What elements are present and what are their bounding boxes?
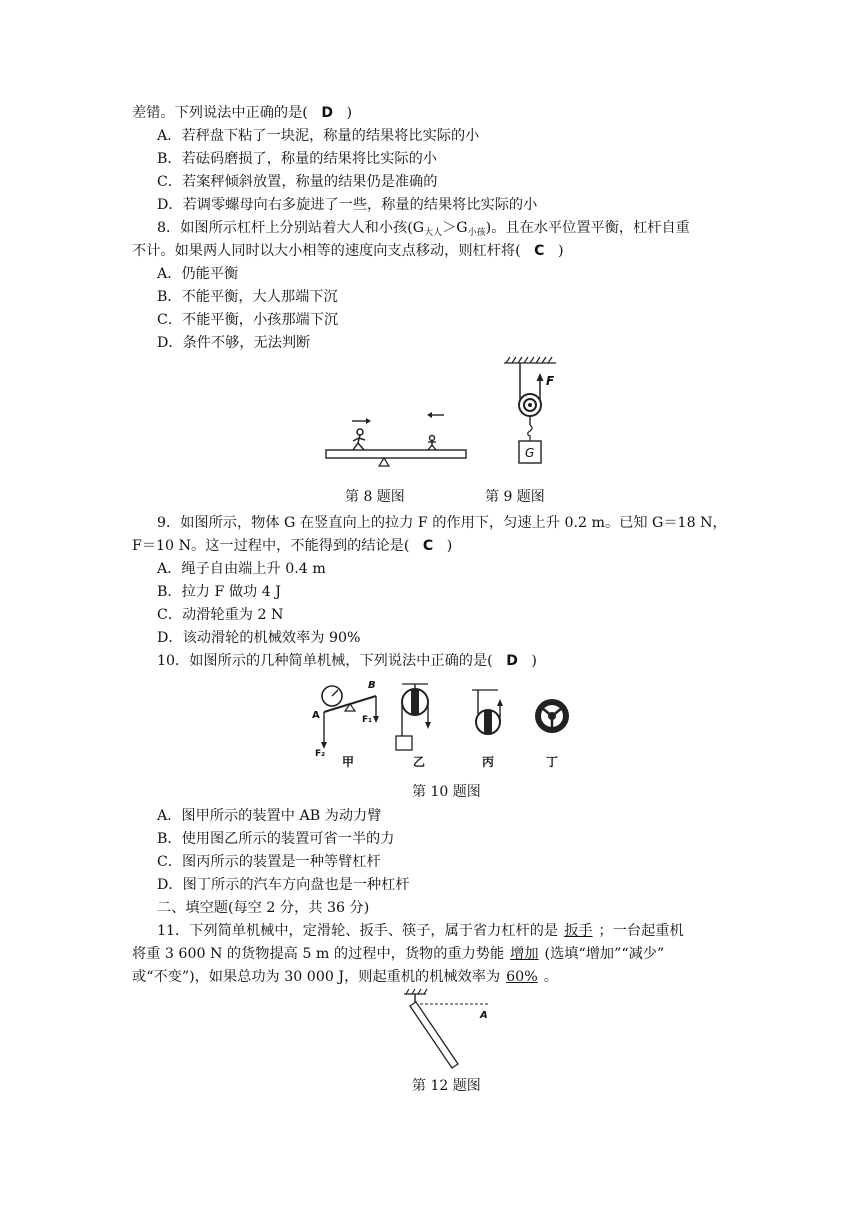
weight-block (396, 736, 412, 750)
machine-yi (396, 684, 431, 750)
q10-line1-text: 10．如图所示的几种简单机械，下列说法中正确的是( (157, 653, 493, 669)
label-yi: 乙 (413, 755, 426, 769)
machine-bing (472, 690, 503, 734)
figure-12-rod (400, 988, 500, 1070)
q10-option-d: D．图丁所示的汽车方向盘也是一种杠杆 (157, 877, 410, 893)
q11-blank-2: 增加 (510, 946, 539, 962)
figure-10-caption: 第 10 题图 (412, 784, 481, 800)
q9-option-b: B．拉力 F 做功 4 J (157, 584, 281, 600)
q11-l1-b: ；一台起重机 (598, 923, 684, 939)
q11-blank-1: 扳手 (564, 923, 593, 939)
adult-figure (353, 429, 365, 450)
q8-answer: C (534, 243, 545, 259)
q9-line2-text: F＝10 N。这一过程中，不能得到的结论是( (132, 538, 410, 554)
section-2-heading: 二、填空题(每空 2 分，共 36 分) (157, 900, 370, 916)
q11-l3-a: 或“不变”)，如果总功为 30 000 J，则起重机的机械效率为 (132, 969, 501, 985)
lever-plank (326, 450, 466, 458)
q8-text-b: )。且在水平位置平衡，杠杆自重 (485, 220, 690, 236)
fulcrum (379, 458, 389, 466)
q8-text-a: 8．如图所示杠杆上分别站着大人和小孩(G (157, 220, 425, 236)
arrow-left-icon (427, 412, 444, 418)
q8-line1 (157, 218, 690, 243)
q7-option-d: D．若调零螺母向右多旋进了一些，称量的结果将比实际的小 (157, 197, 538, 213)
q9-line2 (132, 536, 452, 556)
ceiling-hatch (504, 357, 556, 363)
q9-answer: C (422, 538, 434, 554)
figure-8-seesaw (322, 410, 472, 472)
q9-option-d: D．该动滑轮的机械效率为 90% (157, 630, 361, 646)
q9-close: ) (446, 538, 453, 554)
q11-line1 (157, 921, 684, 941)
q8-line2-text: 不计。如果两人同时以大小相等的速度向支点移动，则杠杆将( (132, 243, 521, 259)
force-arrow-icon (537, 373, 544, 381)
point-a-label: A (480, 1010, 488, 1021)
f2-label: F₂ (315, 749, 326, 759)
force-label: F (546, 374, 555, 388)
steering-wheel-icon (535, 699, 569, 733)
arrow-right-icon (352, 418, 371, 424)
q8-option-d: D．条件不够，无法判断 (157, 335, 311, 351)
q9-option-c: C．动滑轮重为 2 N (157, 607, 284, 623)
q7-option-a: A．若秤盘下粘了一块泥，称量的结果将比实际的小 (157, 128, 480, 144)
q7-answer: D (321, 105, 333, 121)
movable-pulley-icon (519, 394, 541, 416)
q10-stem (157, 651, 537, 671)
f1-label: F₁ (362, 715, 373, 725)
q11-l3-b: 。 (543, 969, 558, 985)
rod (410, 1002, 458, 1068)
weight-label: G (525, 446, 535, 460)
q11-l2-b: (选填“增加”“减少” (544, 946, 665, 962)
label-bing: 丙 (482, 755, 495, 769)
q11-line3 (132, 967, 558, 987)
q9-line1: 9．如图所示，物体 G 在竖直向上的拉力 F 的作用下，匀速上升 0.2 m。已知 G＝18 N， (157, 515, 727, 531)
q10-option-c: C．图丙所示的装置是一种等臂杠杆 (157, 854, 381, 870)
point-a-label: A (312, 710, 320, 721)
figure-9-caption: 第 9 题图 (485, 489, 545, 505)
q10-option-a: A．图甲所示的装置中 AB 为动力臂 (157, 808, 382, 824)
machine-jia (312, 680, 379, 759)
q8-option-c: C．不能平衡，小孩那端下沉 (157, 312, 339, 328)
q11-line2 (132, 944, 664, 964)
figure-8-caption: 第 8 题图 (345, 489, 405, 505)
q10-answer: D (506, 653, 518, 669)
q10-close: ) (531, 653, 537, 669)
figure-10-machines (310, 674, 580, 774)
hook-curl (528, 425, 532, 436)
q9-option-a: A．绳子自由端上升 0.4 m (157, 561, 326, 577)
figure-12-caption: 第 12 题图 (412, 1078, 481, 1094)
q10-option-b: B．使用图乙所示的装置可省一半的力 (157, 831, 395, 847)
q11-blank-3: 60% (506, 969, 538, 985)
q7-stem (132, 103, 352, 123)
q7-close: ) (346, 105, 353, 121)
point-b-label: B (368, 680, 376, 691)
ceiling-hatch (404, 989, 427, 994)
child-figure (428, 436, 436, 451)
q8-gt: ＞G (442, 220, 468, 236)
q7-intro: 差错。下列说法中正确的是( (132, 105, 308, 121)
figure-9-pulley (500, 355, 580, 477)
q8-option-a: A．仍能平衡 (157, 266, 239, 282)
q8-sub-child: 小孩 (467, 228, 486, 238)
label-jia: 甲 (342, 755, 355, 769)
q8-line2 (132, 241, 564, 261)
q7-option-c: C．若案秤倾斜放置，称量的结果仍是准确的 (157, 174, 438, 190)
q8-close: ) (557, 243, 564, 259)
q11-l2-a: 将重 3 600 N 的货物提高 5 m 的过程中，货物的重力势能 (132, 946, 505, 962)
q8-sub-adult: 大人 (424, 228, 443, 238)
q11-l1-a: 11．下列简单机械中，定滑轮、扳手、筷子，属于省力杠杆的是 (157, 923, 559, 939)
q7-option-b: B．若砝码磨损了，称量的结果将比实际的小 (157, 151, 437, 167)
q8-option-b: B．不能平衡，大人那端下沉 (157, 289, 338, 305)
label-ding: 丁 (546, 755, 559, 769)
